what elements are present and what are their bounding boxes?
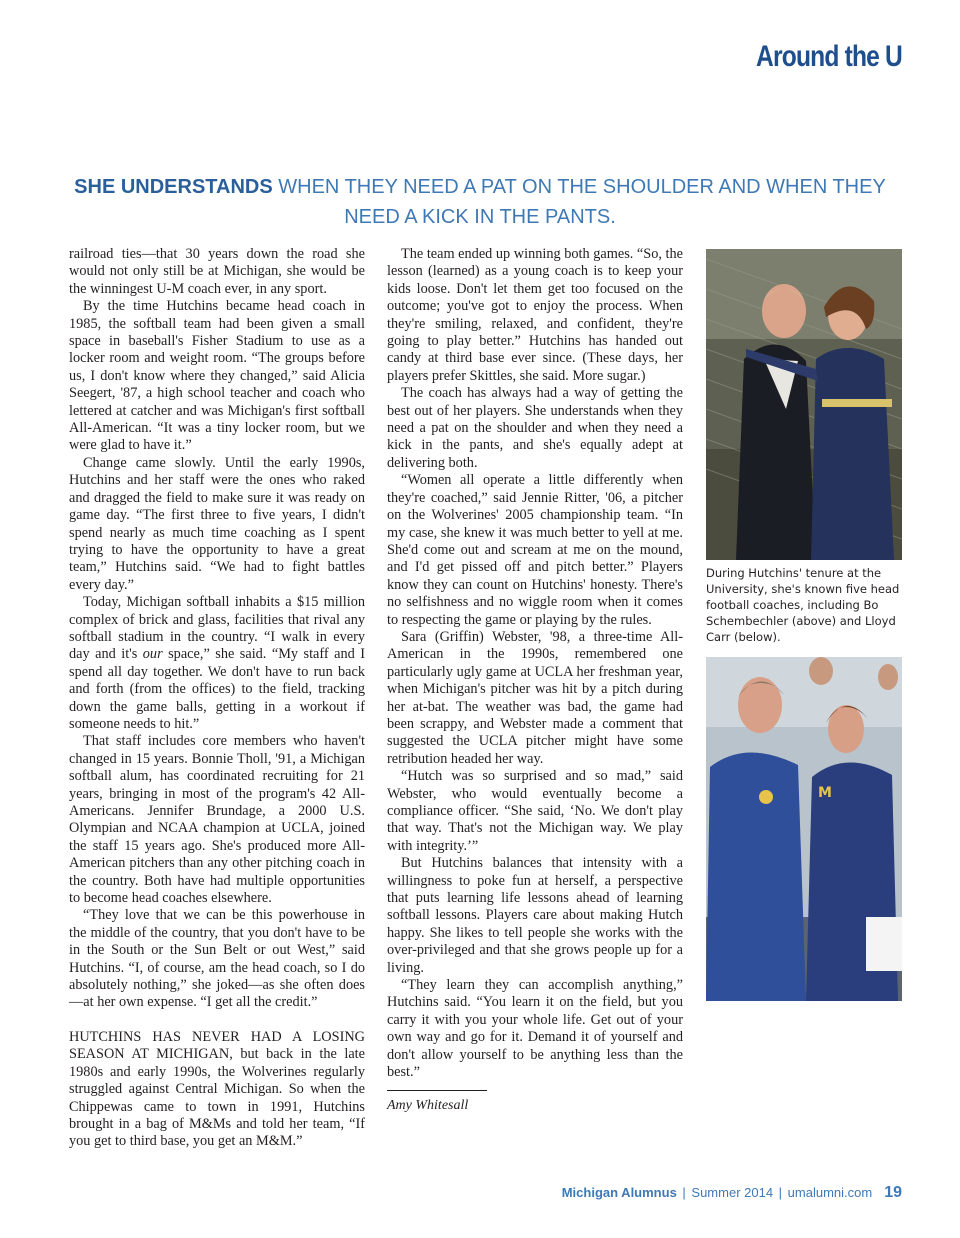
paragraph: Sara (Griffin) Webster, '98, a three-time All-American in the 1990s, remembered one particularly ugly game at UCLA her freshman year, when Michigan's pitcher was hit by a pitch during her at-bat. The weather was bad, the game had been scrappy, and Webster made a comment that suggested the UCLA pitcher might have some retribution headed her way. [387,628,683,767]
paragraph: “Women all operate a little differently when they're coached,” said Jennie Ritter, '06, a pitcher on the Wolverines' 2005 championship team. “In my case, she knew it was much better to yell at me. She'd come out and scream at me on the mound, and I'd get pissed off and pitch better.” Players know they can count on Hutchins' honesty. There's no selfishness and no wiggle room when it comes to respecting the game or playing by the rules. [387,472,683,628]
magazine-name: Michigan Alumnus [561,1185,677,1200]
paragraph: But Hutchins balances that intensity with a willingness to poke fun at herself, a perspective that puts learning life lessons ahead of learning softball lessons. Players care about making Hutch happy. She likes to tell people she works with the over-privileged and that she grows people up for a living. [387,855,683,976]
paragraph: “They love that we can be this powerhouse in the middle of the country, that you don't have to be in the South or the Sun Belt or out West,” said Hutchins. “I, of course, am the head coach, so I do absolutely nothing,” she joked—as she often does—at her own expense. “I get all the credit.” [69,907,365,1011]
paragraph: By the time Hutchins became head coach in 1985, the softball team had been given a small space in baseball's Fisher Stadium to use as a locker room and weight room. “The groups before us, I don't know where they changed,” said Alicia Seegert, '87, a high school teacher and coach who lettered at catcher and was Michigan's first softball All-American. “It was a tiny locker room, but we were glad to have it.” [69,298,365,454]
paragraph: “They learn they can accomplish anything,” Hutchins said. “You learn it on the field, but you carry it with you your whole life. Get out of your own way and go for it. Demand it of yourself and don't allow yourself to be anything less than the best.” [387,977,683,1081]
article-column-2 [387,246,683,1114]
svg-text:M: M [818,785,832,801]
paragraph: The coach has always had a way of getting the best out of her players. She understands when they need a pat on the shoulder and when they need a kick in the pants, and she's equally adept at delivering both. [387,385,683,471]
paragraph: The team ended up winning both games. “So, the lesson (learned) as a young coach is to keep your kids loose. Don't let them get too focused on the outcome; you've got to enjoy the process. When they're smiling, relaxed, and confident, they're going to play better.” Hutchins has handed out candy at third base ever since. (These days, her players prefer Skittles, she said. More sugar.) [387,246,683,384]
section-title: Around the U [756,40,902,73]
pull-quote-rest: WHEN THEY NEED A PAT ON THE SHOULDER AND WHEN THEY NEED A KICK IN THE PANTS. [272,176,886,228]
page-number: 19 [884,1184,902,1201]
photo-carr [706,657,902,1001]
page-footer [562,1184,902,1202]
emphasis: our [142,646,163,663]
photo-schembechler [706,249,902,560]
paragraph: Change came slowly. Until the early 1990s, Hutchins and her staff were the ones who raked and dragged the field to make sure it was ready on game day. “The first three to five years, I didn't spend nearly as much time coaching as I spent trying to have the opportunity to have a great team,” Hutchins said. “We had to fight battles every day.” [69,454,365,593]
paragraph-text: Today, Michigan softball inhabits a $15 million complex of brick and glass, facilities that rival any softball stadium in the country. “I walk in every day and it's [69,594,365,663]
photo-caption: During Hutchins' tenure at the University, she's known five head football coaches, including Bo Schembechler (above) and Lloyd Carr (below). [706,566,900,644]
paragraph: That staff includes core members who haven't changed in 15 years. Bonnie Tholl, '91, a Michigan softball alum, has coordinated recruiting for 21 years, bringing in most of the program's 42 All-Americans. Jennifer Brundage, a 2000 U.S. Olympian and NCAA champion at UCLA, joined the staff 15 years ago. She's produced more All-American pitchers than any other pitching coach in the country. Both have had multiple opportunities to become head coaches elsewhere. [69,733,365,907]
pull-quote-bold: SHE UNDERSTANDS [74,176,273,198]
paragraph: “Hutch was so surprised and so mad,” said Webster, who would eventually become a compliance officer. “She said, ‘No. We don't play that way. That's not the Michigan way. We play with integrity.’” [387,768,683,854]
issue-date: Summer 2014 [691,1185,774,1200]
footer-separator: | [678,1185,690,1200]
paragraph: railroad ties—that 30 years down the road she would not only still be at Michigan, she would be the winningest U-M coach ever, in any sport. [69,246,365,297]
website: umalumni.com [787,1185,873,1200]
byline: Amy Whitesall [387,1097,469,1113]
paragraph-text: space,” she said. “My staff and I spend all day together. We don't have to run back and forth (from the offices) to the field, tracking down the game balls, getting in a workout if someone needs to hit.” [69,646,366,732]
paragraph [69,594,365,733]
footer-separator: | [775,1185,786,1200]
section-lead-paragraph: HUTCHINS HAS NEVER HAD A LOSING SEASON AT MICHIGAN, but back in the late 1980s and early 1990s, the Wolverines regularly struggled against Central Michigan. So when the Chippewas came to town in 1991, Hutchins brought in a bag of M&Ms and told her team, “If you get to third base, you get an M&M.” [69,1028,365,1150]
article-column-1 [69,246,365,1151]
pull-quote [60,172,900,232]
byline-rule [387,1090,487,1091]
